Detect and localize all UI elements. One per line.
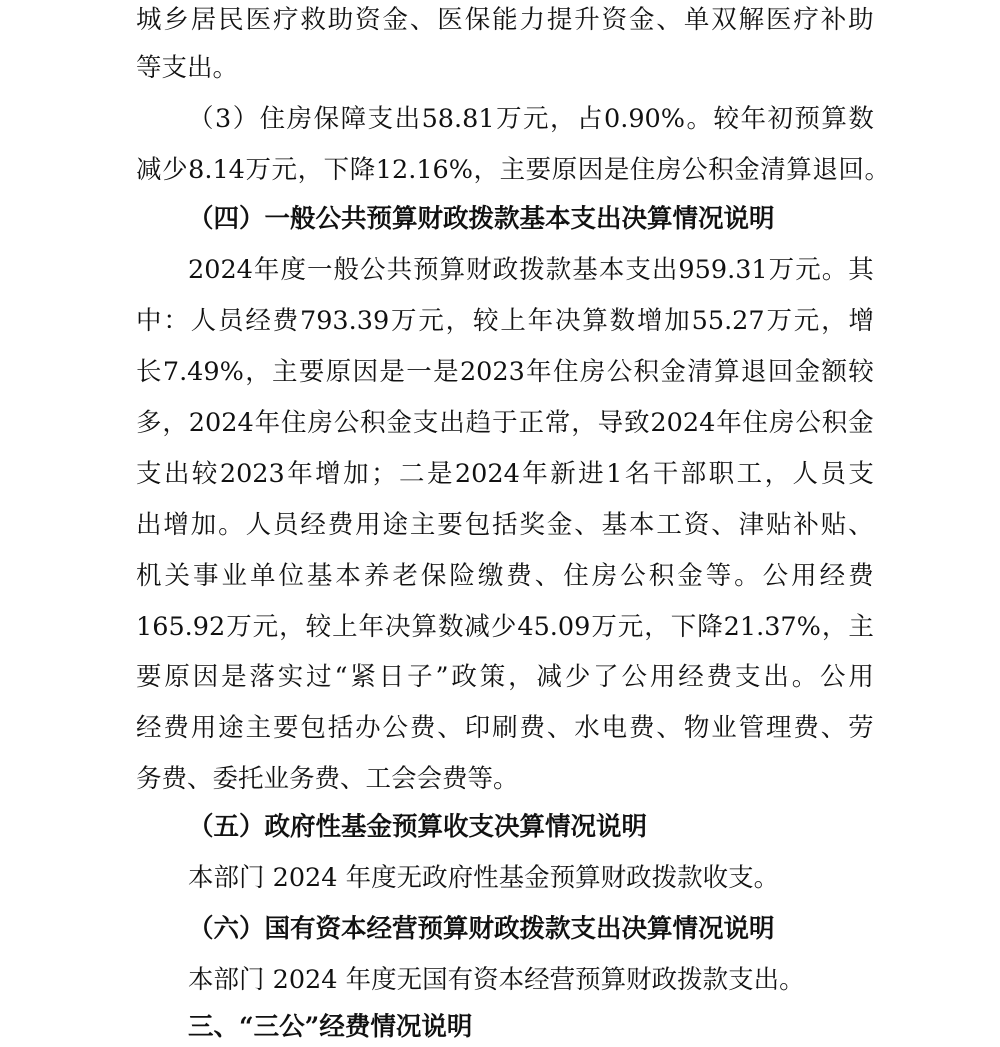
section-heading: 三、“三公”经费情况说明	[188, 1012, 473, 1042]
paragraph-line: 2024 年 度 一 般 公 共 预 算 财 政 拨 款 基 本 支 出 959.31 万 元 。 其	[188, 255, 874, 285]
section-heading: （五）政府性基金预算收支决算情况说明	[188, 812, 648, 842]
section-heading: （六）国有资本经营预算财政拨款支出决算情况说明	[188, 914, 775, 944]
paragraph-line: 机 关 事 业 单 位 基 本 养 老 保 险 缴 费 、 住 房 公 积 金 等 。 公 用 经 费	[136, 561, 874, 591]
paragraph-line: 减 少 8.14 万 元 ， 下 降 12.16% ， 主 要 原 因 是 住 房 公 积 金 清 算 退 回 。	[136, 155, 890, 185]
paragraph-line: 城 乡 居 民 医 疗 救 助 资 金 、 医 保 能 力 提 升 资 金 、 单 双 解 医 疗 补 助	[136, 5, 874, 35]
paragraph-line: 165.92 万 元 ， 较 上 年 决 算 数 减 少 45.09 万 元 ， 下 降 21.37% ， 主	[136, 612, 874, 642]
paragraph-line: 本部门 2024 年度无政府性基金预算财政拨款收支。	[188, 863, 780, 893]
paragraph-line: （ 3 ） 住 房 保 障 支 出 58.81 万 元 ， 占 0.90% 。 较 年 初 预 算 数	[188, 104, 874, 134]
paragraph-line: 本部门 2024 年度无国有资本经营预算财政拨款支出。	[188, 965, 805, 995]
paragraph-line: 等支出。	[136, 53, 239, 83]
paragraph-line: 出 增 加 。 人 员 经 费 用 途 主 要 包 括 奖 金 、 基 本 工 资 、 津 贴 补 贴 、	[136, 510, 874, 540]
paragraph-line: 务费、委托业务费、工会会费等。	[136, 764, 519, 794]
paragraph-line: 支 出 较 2023 年 增 加 ； 二 是 2024 年 新 进 1 名 干 部 职 工 ， 人 员 支	[136, 459, 874, 489]
paragraph-line: 中 ： 人 员 经 费 793.39 万 元 ， 较 上 年 决 算 数 增 加 55.27 万 元 ， 增	[136, 306, 874, 336]
section-heading: （四）一般公共预算财政拨款基本支出决算情况说明	[188, 204, 775, 234]
paragraph-line: 长 7.49% ， 主 要 原 因 是 一 是 2023 年 住 房 公 积 金 清 算 退 回 金 额 较	[136, 357, 874, 387]
paragraph-line: 多 ， 2024 年 住 房 公 积 金 支 出 趋 于 正 常 ， 导 致 2024 年 住 房 公 积 金	[136, 408, 874, 438]
paragraph-line: 要 原 因 是 落 实 过 “ 紧 日 子 ” 政 策 ， 减 少 了 公 用 经 费 支 出 。 公 用	[136, 662, 874, 692]
paragraph-line: 经 费 用 途 主 要 包 括 办 公 费 、 印 刷 费 、 水 电 费 、 物 业 管 理 费 、 劳	[136, 713, 874, 743]
